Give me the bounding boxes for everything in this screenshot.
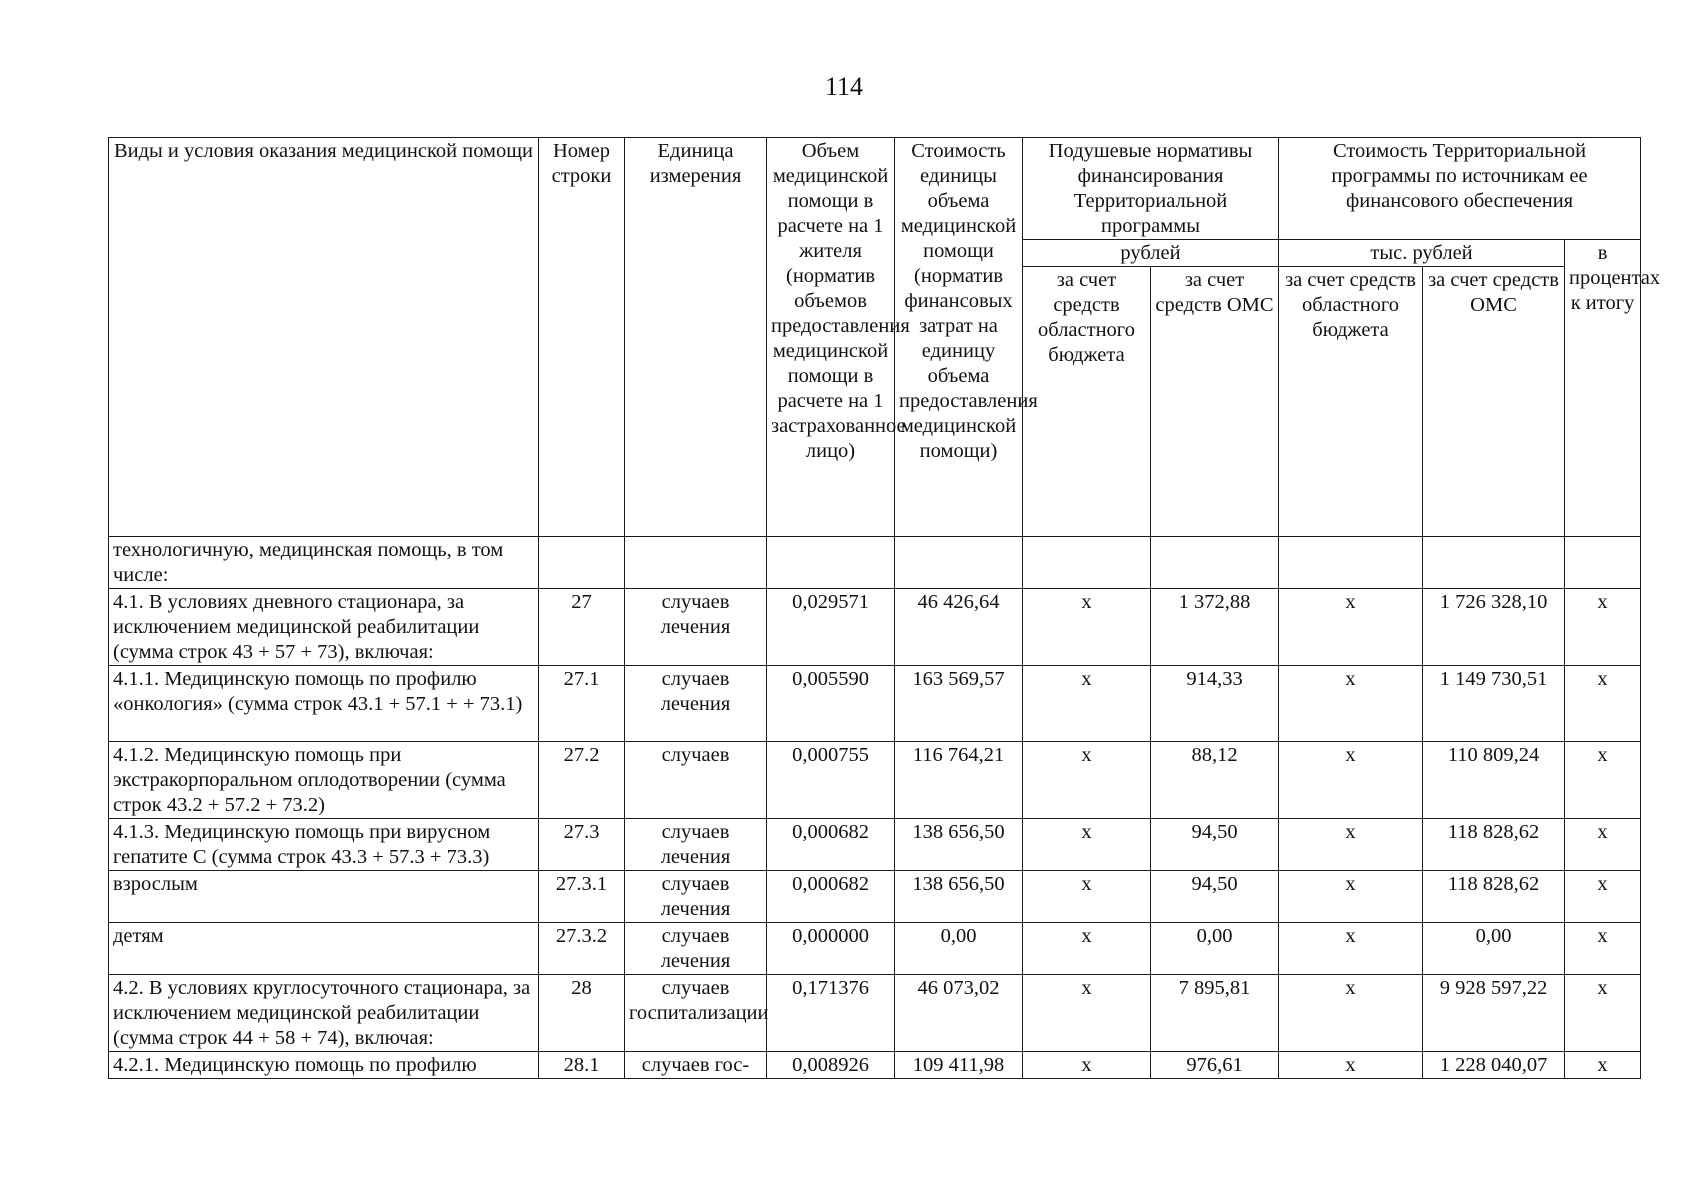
header-unit-rubles: рублей: [1023, 240, 1279, 267]
cell-name: технологичную, медицинская помощь, в том числе:: [109, 537, 539, 589]
cell-per-capita-budget: х: [1023, 923, 1151, 975]
cell-percent: х: [1565, 923, 1641, 975]
cell-program-oms: 118 828,62: [1423, 871, 1565, 923]
table-row: [109, 819, 1641, 871]
cell-per-capita-budget: х: [1023, 666, 1151, 742]
cell-percent: х: [1565, 871, 1641, 923]
cell-percent: х: [1565, 742, 1641, 819]
cell-row-number: 27.3.1: [539, 871, 625, 923]
cell-unit-cost: 46 426,64: [895, 589, 1023, 666]
header-program-oms: за счет средств ОМС: [1423, 267, 1565, 537]
table-row: [109, 1052, 1641, 1079]
cell-unit: случаев гос-: [625, 1052, 767, 1079]
cell-unit-cost: 0,00: [895, 923, 1023, 975]
table-row: [109, 589, 1641, 666]
table-row: [109, 666, 1641, 742]
cell-per-capita-budget: х: [1023, 742, 1151, 819]
header-per-capita-oms: за счет средств ОМС: [1151, 267, 1279, 537]
cell-unit: случаев госпитализации: [625, 975, 767, 1052]
cell-unit: случаев лечения: [625, 666, 767, 742]
cell-unit-cost: 116 764,21: [895, 742, 1023, 819]
cell-program-oms: 110 809,24: [1423, 742, 1565, 819]
cell-program-budget: х: [1279, 742, 1423, 819]
cell-row-number: 28.1: [539, 1052, 625, 1079]
cell-unit-cost: 46 073,02: [895, 975, 1023, 1052]
cell-volume: 0,000682: [767, 871, 895, 923]
cell-volume: 0,005590: [767, 666, 895, 742]
cell-percent: [1565, 537, 1641, 589]
header-unit: Единица измерения: [625, 138, 767, 537]
header-per-capita-group: Подушевые нормативы финансирования Территориальной программы: [1023, 138, 1279, 240]
cell-per-capita-oms: 88,12: [1151, 742, 1279, 819]
cell-program-budget: х: [1279, 975, 1423, 1052]
cell-per-capita-budget: [1023, 537, 1151, 589]
cell-volume: 0,000000: [767, 923, 895, 975]
cell-unit-cost: [895, 537, 1023, 589]
cell-per-capita-oms: [1151, 537, 1279, 589]
header-percent-of-total: в процентах к итогу: [1565, 240, 1641, 537]
cell-row-number: 27.3.2: [539, 923, 625, 975]
cell-name: детям: [109, 923, 539, 975]
cell-program-oms: 1 726 328,10: [1423, 589, 1565, 666]
cell-row-number: 27.1: [539, 666, 625, 742]
table-row: [109, 923, 1641, 975]
cell-per-capita-oms: 1 372,88: [1151, 589, 1279, 666]
cell-row-number: 28: [539, 975, 625, 1052]
cell-volume: 0,000682: [767, 819, 895, 871]
cell-name: 4.2.1. Медицинскую помощь по профилю: [109, 1052, 539, 1079]
cell-per-capita-oms: 94,50: [1151, 871, 1279, 923]
cell-unit: случаев лечения: [625, 923, 767, 975]
cell-unit-cost: 109 411,98: [895, 1052, 1023, 1079]
cell-program-oms: 118 828,62: [1423, 819, 1565, 871]
cell-unit: случаев: [625, 742, 767, 819]
cell-program-oms: 1 228 040,07: [1423, 1052, 1565, 1079]
cell-unit: случаев лечения: [625, 819, 767, 871]
cell-row-number: 27.2: [539, 742, 625, 819]
cell-row-number: 27: [539, 589, 625, 666]
cell-per-capita-oms: 976,61: [1151, 1052, 1279, 1079]
cell-name: 4.1.2. Медицинскую помощь при экстракорпоральном оплодотворении (сумма строк 43.2 + 57.2 + 73.2): [109, 742, 539, 819]
header-unit-cost: Стоимость единицы объема медицинской помощи (норматив финансовых затрат на единицу объема предоставления медицинской помощи): [895, 138, 1023, 537]
header-program-cost-group: Стоимость Территориальной программы по источникам ее финансового обеспечения: [1279, 138, 1641, 240]
cell-unit-cost: 138 656,50: [895, 871, 1023, 923]
cell-name: 4.2. В условиях круглосуточного стационара, за исключением медицинской реабилитации (сумма строк 44 + 58 + 74), включая:: [109, 975, 539, 1052]
cell-program-budget: х: [1279, 923, 1423, 975]
cell-program-budget: [1279, 537, 1423, 589]
table-row: [109, 742, 1641, 819]
cell-per-capita-oms: 94,50: [1151, 819, 1279, 871]
table-row: [109, 871, 1641, 923]
cell-unit-cost: 163 569,57: [895, 666, 1023, 742]
cell-per-capita-oms: 7 895,81: [1151, 975, 1279, 1052]
cell-per-capita-budget: х: [1023, 975, 1151, 1052]
cell-per-capita-oms: 914,33: [1151, 666, 1279, 742]
cell-per-capita-budget: х: [1023, 871, 1151, 923]
cell-name: взрослым: [109, 871, 539, 923]
cell-name: 4.1.3. Медицинскую помощь при вирусном гепатите С (сумма строк 43.3 + 57.3 + 73.3): [109, 819, 539, 871]
header-per-capita-budget: за счет средств областного бюджета: [1023, 267, 1151, 537]
table-row: [109, 975, 1641, 1052]
header-name: Виды и условия оказания медицинской помощи: [109, 138, 539, 537]
cell-volume: 0,171376: [767, 975, 895, 1052]
cell-program-oms: 1 149 730,51: [1423, 666, 1565, 742]
cell-program-oms: 0,00: [1423, 923, 1565, 975]
table-row: [109, 537, 1641, 589]
cell-program-oms: [1423, 537, 1565, 589]
cell-row-number: 27.3: [539, 819, 625, 871]
cell-per-capita-oms: 0,00: [1151, 923, 1279, 975]
header-row-number: Номер строки: [539, 138, 625, 537]
cell-per-capita-budget: х: [1023, 589, 1151, 666]
cell-unit: случаев лечения: [625, 871, 767, 923]
cell-program-budget: х: [1279, 589, 1423, 666]
cell-percent: х: [1565, 975, 1641, 1052]
cell-program-budget: х: [1279, 666, 1423, 742]
cell-volume: 0,029571: [767, 589, 895, 666]
page-number: 114: [824, 72, 864, 101]
cell-percent: х: [1565, 589, 1641, 666]
cell-unit-cost: 138 656,50: [895, 819, 1023, 871]
cell-unit: [625, 537, 767, 589]
cell-percent: х: [1565, 819, 1641, 871]
cell-per-capita-budget: х: [1023, 819, 1151, 871]
cell-volume: 0,008926: [767, 1052, 895, 1079]
cell-volume: [767, 537, 895, 589]
cell-row-number: [539, 537, 625, 589]
cell-unit: случаев лечения: [625, 589, 767, 666]
cell-name: 4.1. В условиях дневного стационара, за исключением медицинской реабилитации (сумма строк 43 + 57 + 73), включая:: [109, 589, 539, 666]
cell-percent: х: [1565, 666, 1641, 742]
cell-percent: х: [1565, 1052, 1641, 1079]
header-program-budget: за счет средств областного бюджета: [1279, 267, 1423, 537]
financing-table: [108, 137, 1661, 1079]
cell-program-budget: х: [1279, 819, 1423, 871]
header-unit-thousand-rubles: тыс. рублей: [1279, 240, 1565, 267]
cell-per-capita-budget: х: [1023, 1052, 1151, 1079]
header-volume: Объем медицинской помощи в расчете на 1 жителя (норматив объемов предоставления медицинской помощи в расчете на 1 застрахованное лицо): [767, 138, 895, 537]
cell-program-budget: х: [1279, 871, 1423, 923]
cell-volume: 0,000755: [767, 742, 895, 819]
cell-program-budget: х: [1279, 1052, 1423, 1079]
cell-program-oms: 9 928 597,22: [1423, 975, 1565, 1052]
cell-name: 4.1.1. Медицинскую помощь по профилю «онкология» (сумма строк 43.1 + 57.1 + + 73.1): [109, 666, 539, 742]
